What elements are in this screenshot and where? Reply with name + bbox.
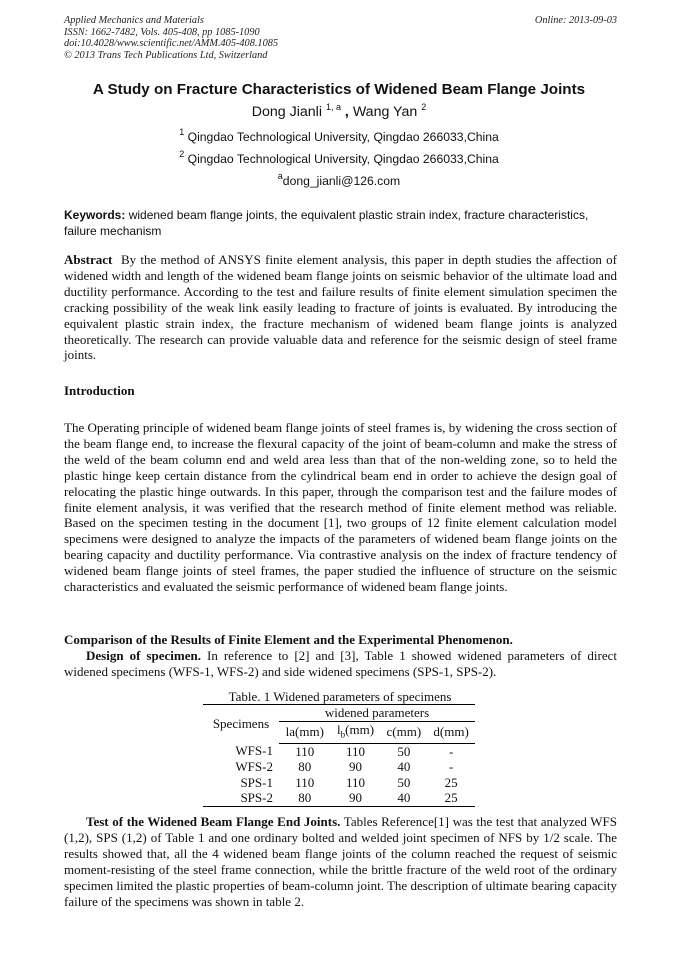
cell-la: 110 xyxy=(295,743,315,759)
cell-c: 40 xyxy=(397,759,411,775)
specimen-name: SPS-2 xyxy=(203,790,279,806)
affiliation-text: Qingdao Technological University, Qingdao 266033,China xyxy=(187,152,499,166)
issn-line: ISSN: 1662-7482, Vols. 405-408, pp 1085-1090 xyxy=(64,26,260,38)
cell-d: - xyxy=(448,743,454,759)
col-lb-header xyxy=(331,721,381,743)
copyright-line: © 2013 Trans Tech Publications Ltd, Switzerland xyxy=(64,49,268,61)
col-lb-sub: b xyxy=(340,729,346,740)
test-paragraph xyxy=(64,814,617,909)
col-lb-unit: (mm) xyxy=(345,721,375,737)
cell-la: 80 xyxy=(279,790,331,806)
keywords-label: Keywords: xyxy=(64,208,126,222)
keywords xyxy=(64,208,617,239)
keywords-text: widened beam flange joints, the equivalent plastic strain index, fracture characteristics, failure mechanism xyxy=(64,208,589,238)
design-paragraph xyxy=(64,648,617,680)
journal-name: Applied Mechanics and Materials xyxy=(64,15,204,26)
affiliation-2 xyxy=(40,149,638,166)
design-text: In reference to [2] and [3], Table 1 showed widened parameters of direct widened specimens (WFS-1, WFS-2) and side widened specimens (SPS-1, SPS-2). xyxy=(64,648,617,679)
group-header: widened parameters xyxy=(279,705,475,722)
affiliation-superscript: 2 xyxy=(179,149,185,159)
author-separator: , xyxy=(344,104,349,120)
comparison-heading: Comparison of the Results of Finite Element and the Experimental Phenomenon. xyxy=(64,632,513,647)
col-c-header: c(mm) xyxy=(381,721,428,743)
abstract-text: By the method of ANSYS finite element analysis, this paper in depth studies the affection of widened width and length of the widened beam flange joints on seismic behavior of the ultimate load and ductility performance. According to the test and failure results of finite element simulation specimen the cracking possibility of the weak link easily leading to fracture of joints is evaluated. By introducing the equivalent plastic strain index, the fracture mechanism of widened beam flange joints is analyzed theoretically. The research can provide valuable data and reference for the seismic design of steel frame joints. xyxy=(64,252,618,363)
cell-la: 80 xyxy=(298,759,312,775)
col-la-header: la(mm) xyxy=(279,721,331,743)
email-address: dong_jianli@126.com xyxy=(282,174,401,188)
table-row xyxy=(203,759,475,775)
cell-d: - xyxy=(448,759,454,775)
cell-lb: 110 xyxy=(346,743,366,759)
cell-lb: 90 xyxy=(331,790,381,806)
parameters-table xyxy=(203,704,475,807)
author-superscript: 2 xyxy=(421,102,427,112)
introduction-heading: Introduction xyxy=(64,383,135,398)
cell-c: 50 xyxy=(397,774,411,790)
online-date: Online: 2013-09-03 xyxy=(534,15,617,26)
author-line xyxy=(40,104,638,120)
specimens-header: Specimens xyxy=(203,705,279,744)
table-header-row xyxy=(203,705,475,722)
cell-d: 25 xyxy=(444,774,458,790)
col-d-header: d(mm) xyxy=(427,721,475,743)
author-name: Wang Yan xyxy=(352,104,418,120)
doi-line: doi:10.4028/www.scientific.net/AMM.405-408.1085 xyxy=(64,38,279,50)
test-text: Tables Reference[1] was the test that analyzed WFS (1,2), SPS (1,2) of Table 1 and one ordinary bolted and welded joint specimen of NFS by 1/2 scale. The results showed that, all the 4 widened beam flange joints of the column reached the request of seismic moment-resisting of the steel frame connection, while the brittle fracture of the weld root of the ordinary specimen limited the plastic properties of beam-column joint. The description of ultimate bearing capacity failure of the specimens was shown in table 2. xyxy=(64,814,618,909)
table-caption: Table. 1 Widened parameters of specimens xyxy=(228,689,452,704)
col-lb-main: l xyxy=(337,721,341,737)
specimen-name: WFS-2 xyxy=(235,759,273,775)
table-row xyxy=(203,743,475,759)
email-line xyxy=(40,171,638,188)
introduction-text: The Operating principle of widened beam flange joints of steel frames is, by widening the cross section of the beam flange end, to increase the flexural capacity of the joint of beam-column and make the stress of the weld of the beam column end and weld area less than that of the non-welding zone, so to held the plastic hinge keep certain distance from the cylindrical beam end in order to achieve the design goal of relocating the plastic hinge outwards. In this paper, through the comparison test and the failure modes of finite element analysis, it was verified that the research method of finite element method was reliable. Based on the specimen testing in the document [1], two groups of 12 finite element calculation model specimens were designed to analyze the impacts of the parameters of widened beam flange joints on the bearing capacity and ductility performance. Via contrastive analysis on the index of fracture tendency of widened beam flange joints of steel frames, the paper studied the influence of structure on the seismic characteristics and evaluated the seismic performance of widened beam flange joints. xyxy=(64,420,617,595)
journal-header xyxy=(64,15,617,61)
specimen-name: WFS-1 xyxy=(235,743,273,759)
affiliation-text: Qingdao Technological University, Qingdao 266033,China xyxy=(187,130,499,144)
cell-lb: 110 xyxy=(346,774,366,790)
cell-d: 25 xyxy=(427,790,475,806)
specimen-name: SPS-1 xyxy=(240,774,273,790)
cell-la: 110 xyxy=(295,774,315,790)
abstract-label: Abstract xyxy=(64,252,113,267)
cell-lb: 90 xyxy=(349,759,363,775)
affiliation-superscript: 1 xyxy=(179,127,185,137)
paper-title: A Study on Fracture Characteristics of Widened Beam Flange Joints xyxy=(92,81,586,98)
cell-c: 40 xyxy=(381,790,428,806)
abstract xyxy=(64,252,617,363)
table-row xyxy=(203,775,475,791)
email-superscript: a xyxy=(277,171,283,181)
table-row xyxy=(203,790,475,806)
test-label: Test of the Widened Beam Flange End Joints. xyxy=(86,814,341,829)
cell-c: 50 xyxy=(397,743,411,759)
author-superscript: 1, a xyxy=(325,102,341,112)
affiliation-1 xyxy=(40,127,638,144)
author-name: Dong Jianli xyxy=(251,104,322,120)
design-label: Design of specimen. xyxy=(86,648,201,663)
